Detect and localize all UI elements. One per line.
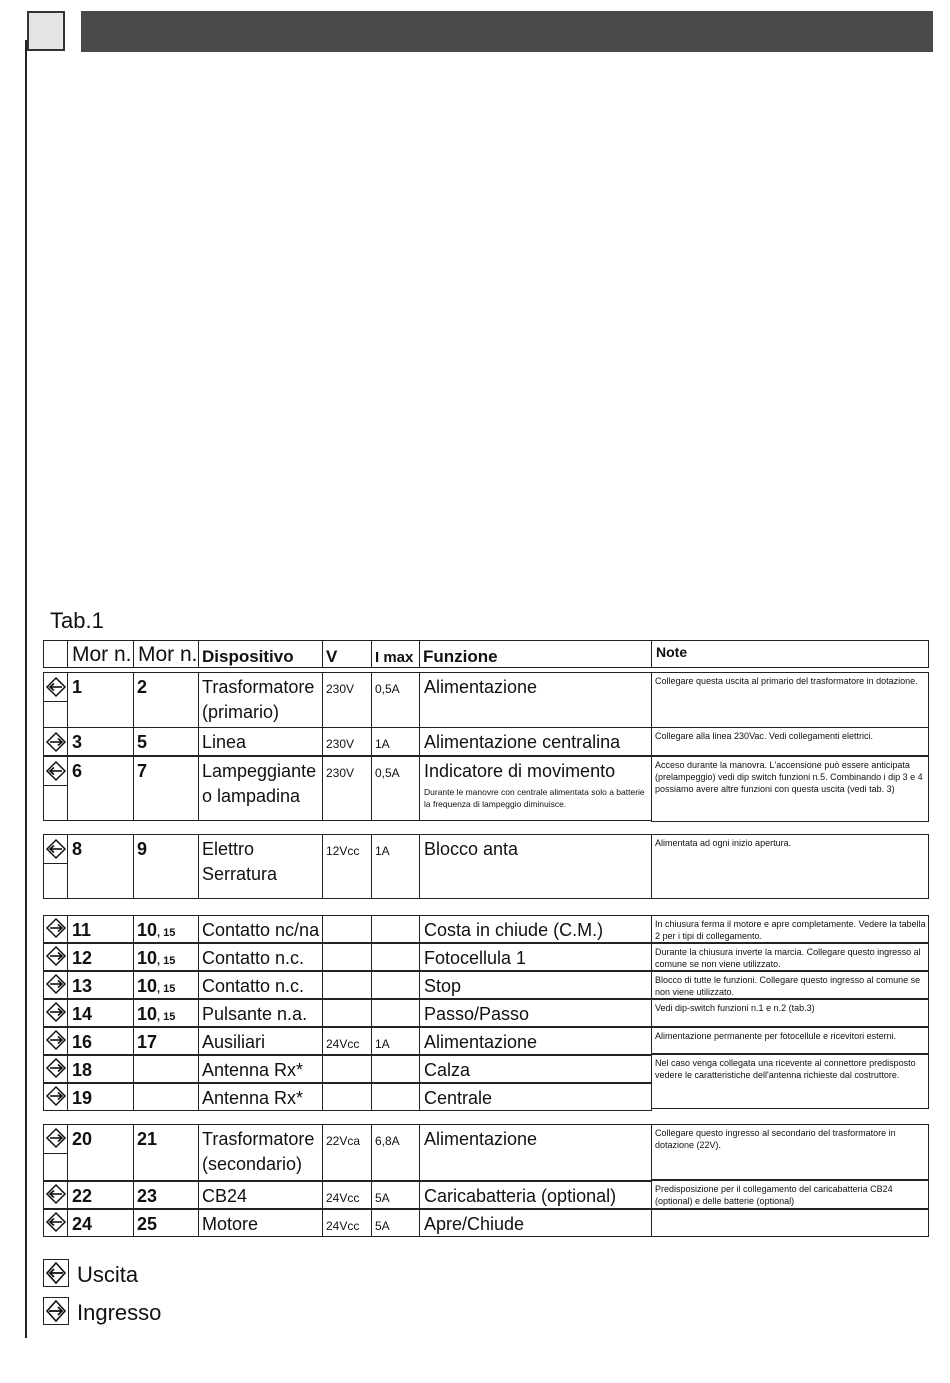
- terminal-number-b: [137, 1032, 157, 1053]
- terminal-number-a: 6: [72, 761, 83, 781]
- table-cell-b: [133, 1055, 199, 1083]
- terminal-number-b-suffix: , 15: [157, 927, 176, 939]
- header-icon-cell: [43, 640, 68, 668]
- terminal-number-b: [137, 976, 175, 997]
- function-main-text: Caricabatteria (optional): [424, 1186, 617, 1206]
- current-value: 1A: [375, 844, 390, 858]
- device-label: Antenna Rx*: [202, 1088, 304, 1108]
- input-arrow-icon: [45, 1127, 67, 1149]
- icon-cell-divider: [44, 1153, 67, 1154]
- terminal-number-a: 11: [72, 920, 92, 940]
- note-text: Collegare questa uscita al primario del trasformatore in dotazione.: [655, 676, 918, 686]
- terminal-number-a: 18: [72, 1060, 93, 1080]
- table-cell-v: [322, 1083, 372, 1111]
- device-label: CB24: [202, 1186, 248, 1206]
- table-cell-i: [371, 1083, 420, 1111]
- terminal-number-b: [137, 1214, 157, 1235]
- output-arrow-icon: [45, 1211, 67, 1233]
- table-cell-v: [322, 999, 372, 1027]
- note-text: Alimentazione permanente per fotocellule e ricevitori esterni.: [655, 1031, 897, 1041]
- function-label: [424, 838, 648, 860]
- function-main-text: Passo/Passo: [424, 1004, 530, 1024]
- terminal-number-a: 16: [72, 1032, 93, 1052]
- voltage-value: 230V: [326, 766, 355, 780]
- note-text: Nel caso venga collegata una ricevente al connettore predisposto vedere le caratteristiche dell'antenna richieste dal costruttore.: [655, 1058, 916, 1080]
- function-label: [424, 676, 648, 698]
- terminal-number-a: 14: [72, 1004, 93, 1024]
- table-cell-v: [322, 971, 372, 999]
- terminal-number-b: [137, 677, 147, 698]
- table-cell-i: [371, 915, 420, 943]
- terminal-number-b: [137, 1004, 175, 1025]
- function-label: [424, 760, 648, 810]
- input-arrow-icon: [45, 731, 67, 753]
- table-cell-i: [371, 999, 420, 1027]
- input-arrow-icon: [45, 973, 67, 995]
- function-label: [424, 975, 648, 997]
- function-main-text: Apre/Chiude: [424, 1214, 525, 1234]
- current-value: 1A: [375, 737, 390, 751]
- icon-cell-divider: [44, 701, 67, 702]
- terminal-number-b-value: 23: [137, 1186, 158, 1206]
- header-bar: [81, 11, 933, 52]
- function-label: [424, 1213, 648, 1235]
- terminal-number-a: 8: [72, 839, 83, 859]
- function-label: [424, 1031, 648, 1053]
- note-text: Collegare questo ingresso al secondario del trasformatore in dotazione (22V).: [655, 1128, 896, 1150]
- current-value: 0,5A: [375, 682, 400, 696]
- function-label: [424, 1059, 648, 1081]
- voltage-value: 230V: [326, 682, 355, 696]
- note-text: Blocco di tutte le funzioni. Collegare questo ingresso al comune se non viene utilizzato.: [655, 975, 921, 997]
- voltage-value: 24Vcc: [326, 1191, 360, 1205]
- header-note: Note: [651, 640, 929, 668]
- input-legend-icon: [43, 1297, 69, 1325]
- terminal-number-b: [137, 920, 175, 941]
- terminal-number-b-suffix: , 15: [157, 955, 176, 967]
- current-value: 1A: [375, 1037, 390, 1051]
- header-voltage: V: [322, 640, 372, 668]
- function-label: [424, 1003, 648, 1025]
- header-device: Dispositivo: [198, 640, 323, 668]
- input-legend-label: Ingresso: [77, 1300, 162, 1325]
- table-cell-b: [133, 1083, 199, 1111]
- table-title: Tab.1: [50, 608, 104, 633]
- function-label: [424, 1128, 648, 1150]
- device-label: Trasformatore (secondario): [202, 1129, 315, 1174]
- input-arrow-icon: [45, 1001, 67, 1023]
- device-label: Ausiliari: [202, 1032, 266, 1052]
- terminal-number-b-value: 5: [137, 732, 148, 752]
- device-label: Motore: [202, 1214, 259, 1234]
- terminal-number-b-value: 17: [137, 1032, 158, 1052]
- terminal-number-b-suffix: , 15: [157, 1011, 176, 1023]
- input-arrow-icon: [45, 1085, 67, 1107]
- terminal-number-b-value: 10: [137, 920, 158, 940]
- voltage-value: 22Vca: [326, 1134, 361, 1148]
- terminal-number-b: [137, 1186, 157, 1207]
- device-label: Contatto n.c.: [202, 976, 305, 996]
- voltage-value: 24Vcc: [326, 1219, 360, 1233]
- device-label: Lampeggiante o lampadina: [202, 761, 317, 806]
- note-text: Acceso durante la manovra. L'accensione può essere anticipata (prelampeggio) vedi dip switch funzioni n.5. Combinando i dip 3 e 4 possiamo avere altre funzioni con questa uscita (vedi tab. 3): [655, 760, 923, 794]
- terminal-number-b-value: 25: [137, 1214, 158, 1234]
- note-text: Predisposizione per il collegamento del caricabatteria CB24 (optional) e delle batterie (optional): [655, 1184, 893, 1206]
- function-main-text: Alimentazione: [424, 677, 538, 697]
- table-cell-v: [322, 672, 372, 728]
- current-value: 5A: [375, 1191, 390, 1205]
- function-main-text: Alimentazione: [424, 1032, 538, 1052]
- terminal-number-b-value: 7: [137, 761, 148, 781]
- voltage-value: 24Vcc: [326, 1037, 360, 1051]
- device-label: Contatto n.c.: [202, 948, 305, 968]
- output-arrow-icon: [45, 1183, 67, 1205]
- terminal-number-a: 20: [72, 1129, 93, 1149]
- note-text: Collegare alla linea 230Vac. Vedi collegamenti elettrici.: [655, 731, 873, 741]
- terminal-number-a: 22: [72, 1186, 93, 1206]
- table-cell-i: [371, 1124, 420, 1181]
- function-main-text: Calza: [424, 1060, 471, 1080]
- header-mor1: Mor n.: [67, 640, 134, 668]
- device-label: Linea: [202, 732, 247, 752]
- terminal-number-b: [137, 948, 175, 969]
- terminal-number-b-value: 2: [137, 677, 148, 697]
- terminal-number-b: [137, 732, 147, 753]
- terminal-number-b-value: 21: [137, 1129, 158, 1149]
- table-cell-i: [371, 943, 420, 971]
- table-cell-v: [322, 943, 372, 971]
- voltage-value: 230V: [326, 737, 355, 751]
- terminal-number-b: [137, 1129, 157, 1150]
- current-value: 0,5A: [375, 766, 400, 780]
- note-text: Durante la chiusura inverte la marcia. Collegare questo ingresso al comune se non viene utilizzato.: [655, 947, 921, 969]
- function-label: [424, 1185, 648, 1207]
- function-label: [424, 731, 648, 753]
- terminal-number-b: [137, 839, 147, 860]
- function-label: [424, 1087, 648, 1109]
- function-main-text: Stop: [424, 976, 462, 996]
- terminal-number-a: 1: [72, 677, 83, 697]
- function-label: [424, 947, 648, 969]
- input-arrow-icon: [45, 1029, 67, 1051]
- terminal-number-b-value: 10: [137, 1004, 158, 1024]
- device-label: Pulsante n.a.: [202, 1004, 308, 1024]
- header-function: Funzione: [419, 640, 652, 668]
- input-arrow-icon: [45, 1057, 67, 1079]
- table-cell-v: [322, 1124, 372, 1181]
- terminal-number-a: 19: [72, 1088, 93, 1108]
- output-arrow-icon: [45, 838, 67, 860]
- terminal-number-b-suffix: , 15: [157, 983, 176, 995]
- icon-cell-divider: [44, 863, 67, 864]
- page-number-box: [27, 11, 65, 51]
- current-value: 5A: [375, 1219, 390, 1233]
- note-text: Alimentata ad ogni inizio apertura.: [655, 838, 792, 848]
- function-label: [424, 919, 648, 941]
- output-legend-icon: [43, 1259, 69, 1287]
- current-value: 6,8A: [375, 1134, 400, 1148]
- terminal-number-b-value: 10: [137, 948, 158, 968]
- terminal-number-b-value: 9: [137, 839, 148, 859]
- function-main-text: Alimentazione: [424, 1129, 538, 1149]
- input-arrow-icon: [45, 917, 67, 939]
- terminal-number-a: 24: [72, 1214, 93, 1234]
- terminal-number-a: 12: [72, 948, 93, 968]
- device-label: Elettro Serratura: [202, 839, 278, 884]
- terminal-number-b: [137, 761, 147, 782]
- terminal-number-b-value: 10: [137, 976, 158, 996]
- table-cell-i: [371, 971, 420, 999]
- function-main-text: Costa in chiude (C.M.): [424, 920, 604, 940]
- function-main-text: Alimentazione centralina: [424, 732, 621, 752]
- device-label: Contatto nc/na: [202, 920, 320, 940]
- note-text: Vedi dip-switch funzioni n.1 e n.2 (tab.3): [655, 1003, 815, 1013]
- table-cell-v: [322, 915, 372, 943]
- icon-cell-divider: [44, 785, 67, 786]
- header-imax: I max: [371, 640, 420, 668]
- function-main-text: Indicatore di movimento: [424, 761, 616, 781]
- device-label: Trasformatore (primario): [202, 677, 315, 722]
- function-main-text: Blocco anta: [424, 839, 519, 859]
- left-margin-rule: [25, 40, 27, 1338]
- function-main-text: Fotocellula 1: [424, 948, 527, 968]
- terminal-number-a: 3: [72, 732, 83, 752]
- function-main-text: Centrale: [424, 1088, 493, 1108]
- table-cell-i: [371, 672, 420, 728]
- header-mor2: Mor n.: [133, 640, 199, 668]
- note-cell: [651, 1209, 929, 1237]
- output-legend-label: Uscita: [77, 1262, 139, 1287]
- function-subtext: Durante le manovre con centrale alimentata solo a batterie la frequenza di lampeggio diminuisce.: [424, 787, 645, 809]
- table-cell-i: [371, 1055, 420, 1083]
- voltage-value: 12Vcc: [326, 844, 360, 858]
- input-arrow-icon: [45, 945, 67, 967]
- note-text: In chiusura ferma il motore e apre completamente. Vedere la tabella 2 per i tipi di collegamento.: [655, 919, 926, 941]
- output-arrow-icon: [45, 676, 67, 698]
- terminal-number-a: 13: [72, 976, 93, 996]
- device-label: Antenna Rx*: [202, 1060, 304, 1080]
- output-arrow-icon: [45, 760, 67, 782]
- table-cell-v: [322, 1055, 372, 1083]
